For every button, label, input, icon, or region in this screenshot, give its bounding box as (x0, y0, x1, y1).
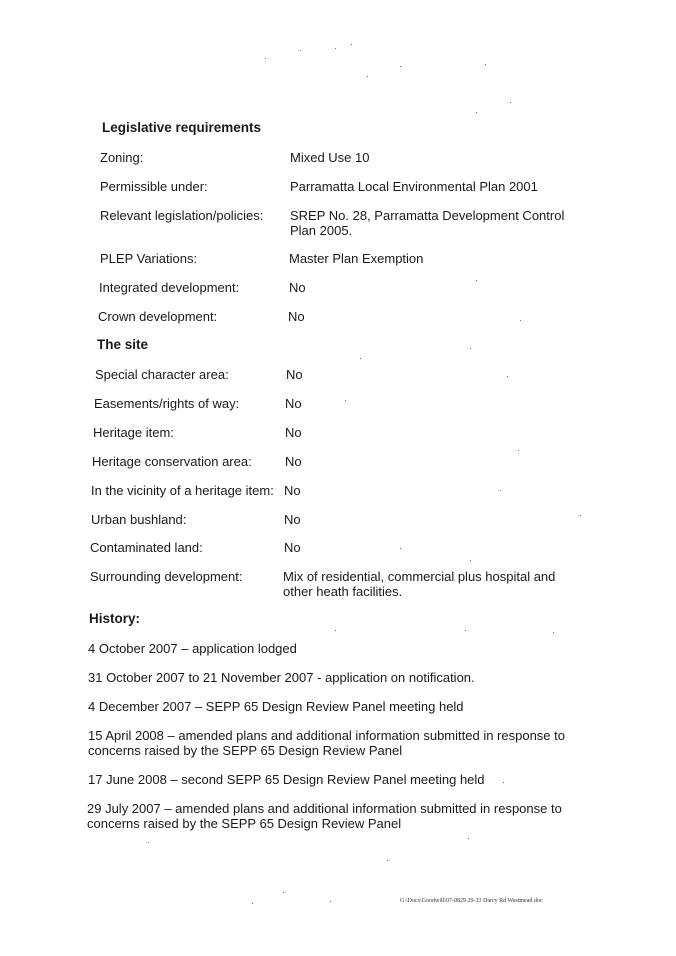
scan-speck (470, 348, 471, 349)
scan-speck (335, 48, 336, 49)
scan-speck (360, 358, 361, 359)
zoning-label: Zoning: (100, 150, 144, 165)
scan-speck (503, 782, 504, 783)
contaminated-land-label: Contaminated land: (90, 540, 203, 555)
heritage-conservation-label: Heritage conservation area: (92, 454, 252, 469)
heritage-conservation-value: No (285, 454, 302, 469)
relevant-legislation-value: SREP No. 28, Parramatta Development Control Plan 2005. (290, 208, 565, 238)
urban-bushland-label: Urban bushland: (91, 512, 187, 527)
heritage-item-label: Heritage item: (93, 425, 174, 440)
surrounding-development-value: Mix of residential, commercial plus hospital and other heath facilities. (283, 569, 556, 599)
history-item: 4 October 2007 – application lodged (88, 641, 297, 656)
contaminated-land-value: No (284, 540, 301, 555)
zoning-value: Mixed Use 10 (290, 150, 370, 165)
scan-speck (335, 630, 336, 631)
heritage-item-value: No (285, 425, 302, 440)
vicinity-heritage-value: No (284, 483, 301, 498)
history-item: 31 October 2007 to 21 November 2007 - application on notification. (88, 670, 475, 685)
scan-speck (300, 50, 301, 51)
scan-speck (507, 376, 508, 377)
history-item: 4 December 2007 – SEPP 65 Design Review Panel meeting held (88, 699, 464, 714)
history-heading: History: (89, 611, 141, 626)
scan-speck (283, 892, 284, 893)
scan-speck (518, 450, 519, 451)
scan-speck (580, 515, 581, 516)
scan-speck (476, 112, 477, 113)
scan-speck (400, 66, 401, 67)
scan-speck (553, 632, 554, 633)
scan-speck (351, 44, 352, 45)
scan-speck (265, 58, 266, 59)
scan-speck (345, 400, 346, 401)
scan-speck (400, 548, 401, 549)
legislative-heading: Legislative requirements (102, 120, 262, 135)
integrated-development-value: No (289, 280, 306, 295)
crown-development-label: Crown development: (98, 309, 218, 324)
permissible-value: Parramatta Local Environmental Plan 2001 (290, 179, 538, 194)
scan-speck (500, 490, 501, 491)
scan-speck (252, 903, 253, 904)
scan-speck (387, 860, 388, 861)
urban-bushland-value: No (284, 512, 301, 527)
scan-speck (468, 838, 469, 839)
scan-speck (476, 280, 477, 281)
scan-speck (465, 630, 466, 631)
easements-value: No (285, 396, 302, 411)
scan-speck (510, 102, 511, 103)
permissible-label: Permissible under: (100, 179, 208, 194)
plep-variations-value: Master Plan Exemption (289, 251, 424, 266)
integrated-development-label: Integrated development: (99, 280, 240, 295)
plep-variations-label: PLEP Variations: (100, 251, 198, 266)
special-character-label: Special character area: (95, 367, 229, 382)
history-item: 29 July 2007 – amended plans and additional information submitted in response to concerns raised by the SEPP 65 Design Review Panel (87, 801, 562, 831)
surrounding-development-label: Surrounding development: (90, 569, 243, 584)
footer-file-path: G:\Docs\Goodwill\07-0829 29-33 Darcy Rd Westmead.doc (400, 898, 543, 904)
history-item: 15 April 2008 – amended plans and additional information submitted in response to concerns raised by the SEPP 65 Design Review Panel (88, 728, 565, 758)
scan-speck (148, 842, 149, 843)
easements-label: Easements/rights of way: (94, 396, 240, 411)
vicinity-heritage-label: In the vicinity of a heritage item: (91, 483, 274, 498)
scan-speck (485, 64, 486, 65)
special-character-value: No (286, 367, 303, 382)
scan-speck (367, 76, 368, 77)
relevant-legislation-label: Relevant legislation/policies: (100, 208, 264, 223)
scan-speck (330, 901, 331, 902)
site-heading: The site (97, 337, 149, 352)
scan-speck (520, 320, 521, 321)
history-item: 17 June 2008 – second SEPP 65 Design Review Panel meeting held (88, 772, 485, 787)
scan-speck (470, 560, 471, 561)
crown-development-value: No (288, 309, 305, 324)
